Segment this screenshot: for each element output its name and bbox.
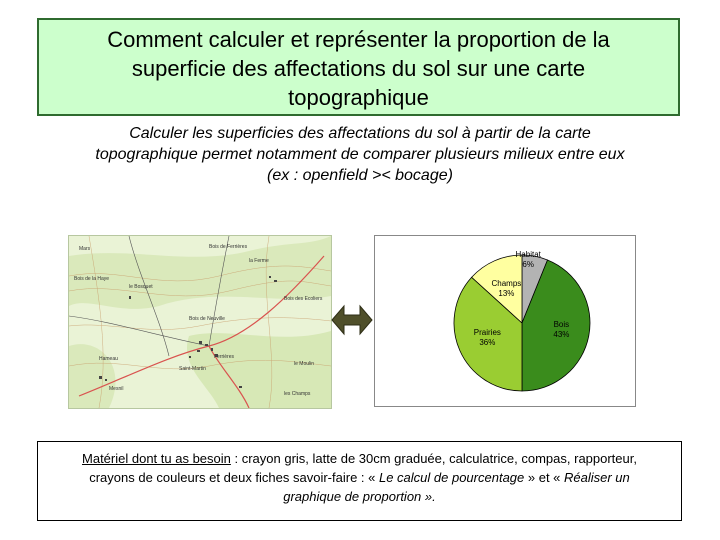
map-label: Mesnil xyxy=(109,386,124,392)
map-label: le Moulin xyxy=(294,361,315,367)
map-label: Bois des Ecoliers xyxy=(284,296,323,302)
pie-label-prairies: Prairies 36% xyxy=(473,328,501,348)
pie-label-champs: Champs 13% xyxy=(491,278,522,298)
materials-text-1: : crayon gris, latte de 30cm graduée, calculatrice, compas, rapporteur, xyxy=(230,451,637,466)
topographic-map xyxy=(68,235,332,409)
materials-label: Matériel dont tu as besoin xyxy=(82,451,231,466)
map-label: Mars xyxy=(79,246,91,252)
pie-label-habitat: Habitat 6% xyxy=(515,249,541,269)
title-line-3: topographique xyxy=(288,84,429,110)
materials-text-4: ». xyxy=(421,489,436,504)
materials-text-3: » et « xyxy=(524,470,565,485)
map-label: Bois de Ferrières xyxy=(209,244,248,250)
sheet-2-title: Réaliser un xyxy=(564,470,630,485)
map-label: Ferrières xyxy=(214,354,235,360)
materials-text-2: crayons de couleurs et deux fiches savoir-faire : « xyxy=(89,470,379,485)
intro-text xyxy=(30,123,690,186)
map-label: Saint-Martin xyxy=(179,366,206,372)
pie-svg xyxy=(375,236,637,408)
map-label: le Bosquet xyxy=(129,284,153,290)
map-drawing xyxy=(69,236,331,408)
sheet-1-title: Le calcul de pourcentage xyxy=(378,470,525,485)
title-box xyxy=(37,18,680,116)
map-label: les Champs xyxy=(284,391,311,397)
double-arrow-icon xyxy=(330,300,374,340)
intro-line-2: topographique permet notamment de comparer plusieurs milieux entre eux xyxy=(95,146,625,163)
pie-label-bois: Bois 43% xyxy=(553,320,570,340)
map-label: la Ferme xyxy=(249,258,269,264)
title-line-1: Comment calculer et représenter la proportion de la xyxy=(107,26,610,52)
map-label: Bois de Neuville xyxy=(189,316,225,322)
intro-line-1: Calculer les superficies des affectations du sol à partir de la carte xyxy=(129,125,591,142)
title-line-2: superficie des affectations du sol sur une carte xyxy=(131,55,586,81)
proportion-pie-chart xyxy=(374,235,636,407)
map-label: Hameau xyxy=(99,356,118,362)
intro-line-3: (ex : openfield >< bocage) xyxy=(267,167,453,184)
materials-box xyxy=(37,441,682,521)
map-label: Bois de la Haye xyxy=(74,276,110,282)
sheet-2-title-cont: graphique de proportion xyxy=(283,489,422,504)
